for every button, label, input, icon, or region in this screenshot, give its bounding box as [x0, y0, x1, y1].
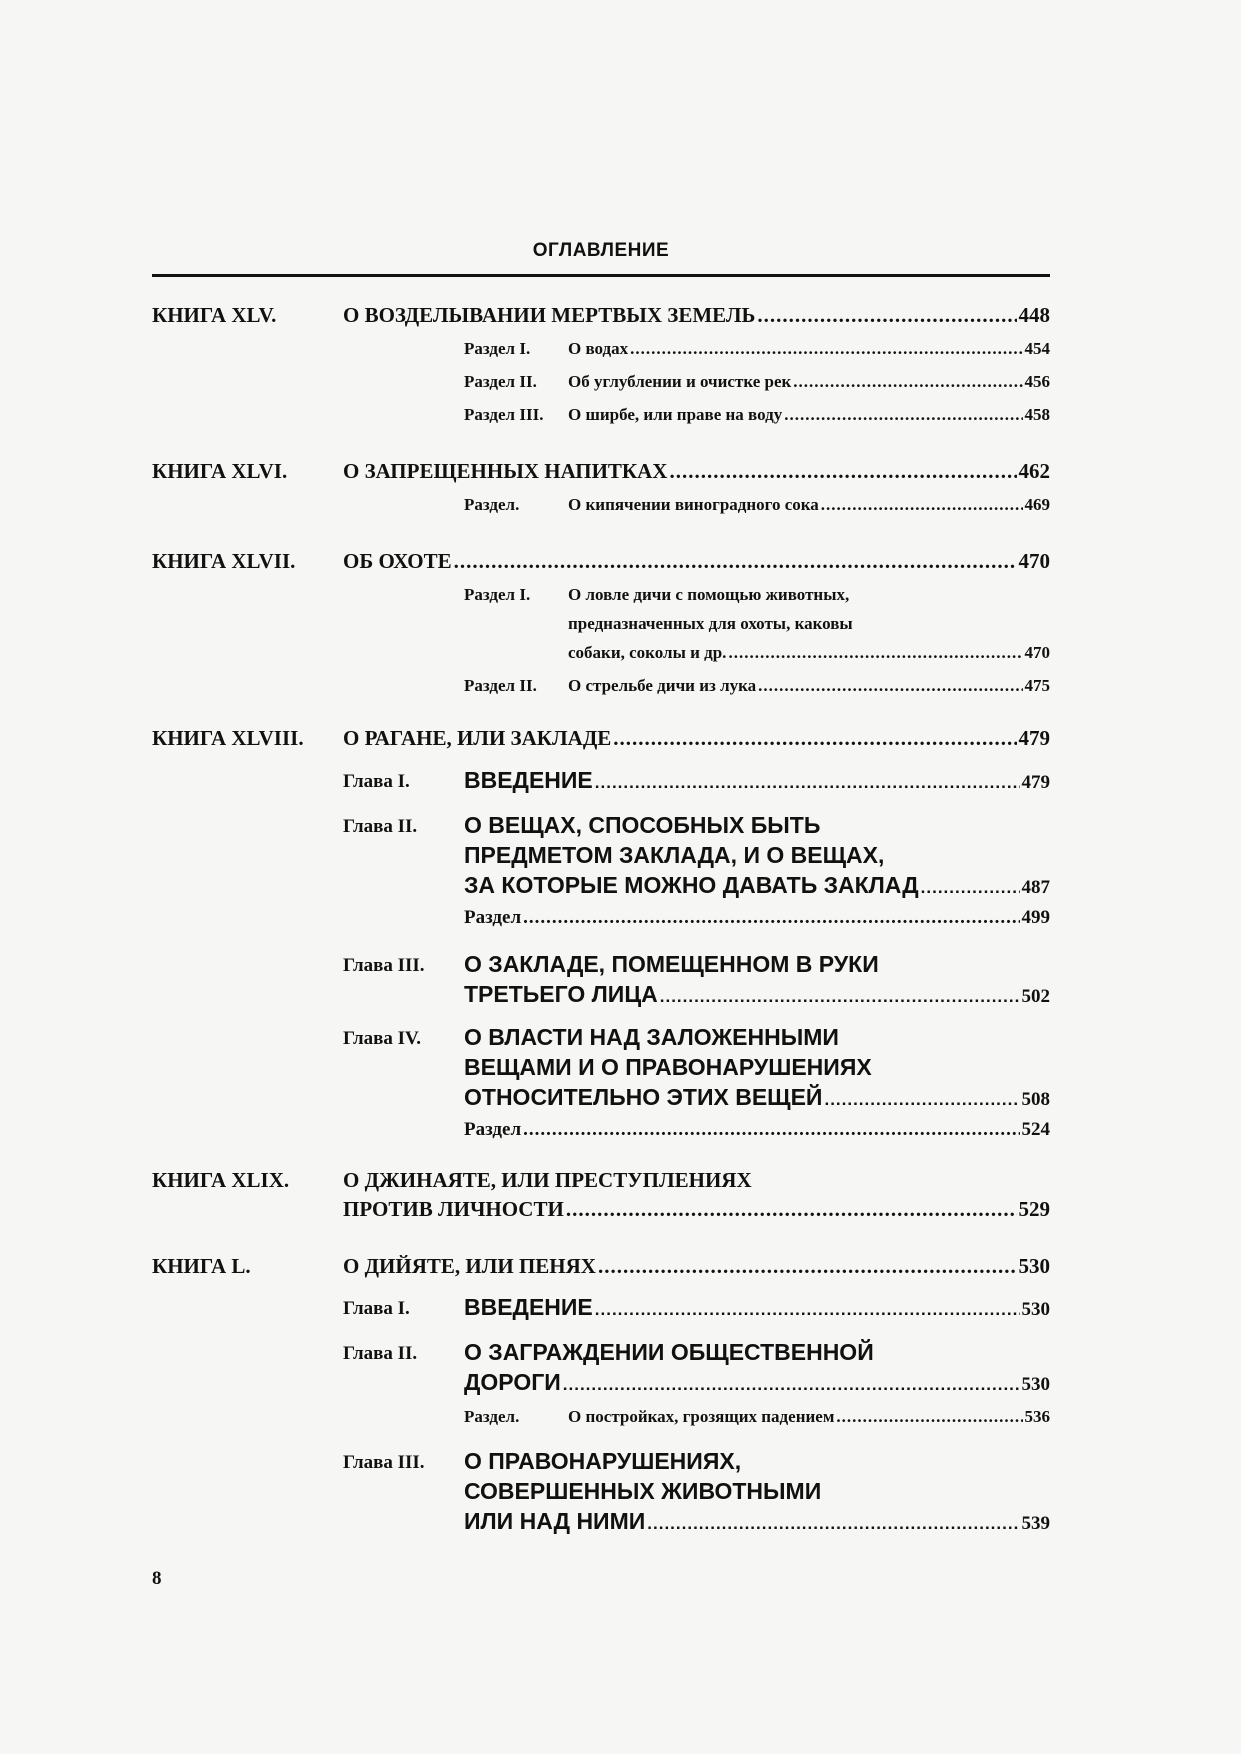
chapter-title-line: О ВЕЩАХ, СПОСОБНЫХ БЫТЬ [464, 812, 821, 838]
book-title: О ВОЗДЕЛЫВАНИИ МЕРТВЫХ ЗЕМЕЛЬ [343, 303, 756, 327]
chapter-title-line: О ПРАВОНАРУШЕНИЯХ, [464, 1448, 742, 1474]
page-ref: 470 [1024, 643, 1050, 662]
section-label: Раздел [464, 1119, 522, 1140]
section-entry[interactable] [568, 676, 1050, 696]
chapter-entry[interactable] [464, 1369, 1050, 1396]
section-entry[interactable] [464, 1119, 1050, 1141]
chapter-label: Глава II. [343, 1343, 418, 1364]
page-ref: 479 [1018, 726, 1050, 750]
page-ref: 448 [1018, 303, 1050, 327]
book-entry[interactable] [343, 1254, 1050, 1279]
section-entry[interactable] [568, 339, 1050, 359]
section-title: О стрельбе дичи из лука [568, 676, 757, 695]
page-ref: 470 [1018, 549, 1050, 573]
chapter-label: Глава I. [343, 771, 410, 792]
page-ref: 539 [1021, 1513, 1050, 1534]
page-ref: 502 [1021, 986, 1050, 1007]
page-ref: 454 [1024, 339, 1050, 358]
page-ref: 536 [1024, 1407, 1050, 1426]
section-entry[interactable] [568, 372, 1050, 392]
book-label: КНИГА XLVI. [152, 459, 288, 483]
book-label: КНИГА XLV. [152, 303, 277, 327]
section-label: Раздел II. [464, 676, 537, 695]
chapter-title: ЗА КОТОРЫЕ МОЖНО ДАВАТЬ ЗАКЛАД [464, 872, 919, 898]
chapter-title: ТРЕТЬЕГО ЛИЦА [464, 981, 658, 1007]
book-label: КНИГА XLVII. [152, 549, 296, 573]
section-title-line: предназначенных для охоты, каковы [568, 614, 853, 633]
page-ref: 479 [1021, 772, 1050, 793]
section-label: Раздел. [464, 495, 520, 514]
section-entry[interactable] [568, 643, 1050, 663]
section-title: О водах [568, 339, 629, 358]
book-entry[interactable] [343, 303, 1050, 328]
chapter-entry[interactable] [464, 981, 1050, 1008]
section-title: О ширбе, или праве на воду [568, 405, 783, 424]
chapter-entry[interactable] [464, 872, 1050, 899]
book-entry[interactable] [343, 726, 1050, 751]
chapter-title: ВВЕДЕНИЕ [464, 1294, 593, 1320]
section-entry[interactable] [464, 907, 1050, 929]
book-title: О РАГАНЕ, ИЛИ ЗАКЛАДЕ [343, 726, 612, 750]
page-ref: 530 [1021, 1374, 1050, 1395]
chapter-title: ДОРОГИ [464, 1369, 561, 1395]
chapter-label: Глава II. [343, 816, 418, 837]
section-label: Раздел II. [464, 372, 537, 391]
book-entry[interactable] [343, 1197, 1050, 1222]
book-label: КНИГА L. [152, 1254, 251, 1278]
chapter-label: Глава IV. [343, 1028, 422, 1049]
section-title: О постройках, грозящих падением [568, 1407, 835, 1426]
page-ref: 529 [1018, 1197, 1050, 1221]
section-label: Раздел [464, 907, 522, 928]
chapter-title: ВВЕДЕНИЕ [464, 767, 593, 793]
page-ref: 524 [1021, 1119, 1050, 1140]
chapter-title-line: ВЕЩАМИ И О ПРАВОНАРУШЕНИЯХ [464, 1054, 872, 1080]
chapter-title-line: О ВЛАСТИ НАД ЗАЛОЖЕННЫМИ [464, 1024, 839, 1050]
book-label: КНИГА XLIX. [152, 1168, 290, 1192]
section-entry[interactable] [568, 405, 1050, 425]
book-title: О ЗАПРЕЩЕННЫХ НАПИТКАХ [343, 459, 668, 483]
section-title-line: О ловле дичи с помощью животных, [568, 585, 850, 604]
page-ref: 530 [1021, 1299, 1050, 1320]
page-number: 8 [152, 1568, 162, 1589]
page-ref: 508 [1021, 1089, 1050, 1110]
section-label: Раздел I. [464, 339, 531, 358]
chapter-entry[interactable] [464, 1508, 1050, 1535]
book-title: О ДИЙЯТЕ, ИЛИ ПЕНЯХ [343, 1254, 596, 1278]
section-title: Об углублении и очистке рек [568, 372, 792, 391]
page-ref: 499 [1021, 907, 1050, 928]
section-label: Раздел I. [464, 585, 531, 604]
section-title: собаки, соколы и др. [568, 643, 727, 662]
book-title-line: О ДЖИНАЯТЕ, ИЛИ ПРЕСТУПЛЕНИЯХ [343, 1168, 752, 1192]
book-entry[interactable] [343, 459, 1050, 484]
page-ref: 462 [1018, 459, 1050, 483]
book-title: ОБ ОХОТЕ [343, 549, 452, 573]
page-ref: 487 [1021, 877, 1050, 898]
chapter-label: Глава III. [343, 955, 425, 976]
chapter-label: Глава III. [343, 1452, 425, 1473]
chapter-title: ОТНОСИТЕЛЬНО ЭТИХ ВЕЩЕЙ [464, 1084, 823, 1110]
page-header: ОГЛАВЛЕНИЕ [532, 240, 670, 261]
section-label: Раздел III. [464, 405, 544, 424]
section-label: Раздел. [464, 1407, 520, 1426]
section-entry[interactable] [568, 495, 1050, 515]
header-rule [152, 274, 1050, 277]
chapter-label: Глава I. [343, 1298, 410, 1319]
chapter-title-line: О ЗАГРАЖДЕНИИ ОБЩЕСТВЕННОЙ [464, 1339, 874, 1365]
book-title: ПРОТИВ ЛИЧНОСТИ [343, 1197, 564, 1221]
chapter-title: ИЛИ НАД НИМИ [464, 1508, 646, 1534]
book-entry[interactable] [343, 549, 1050, 574]
chapter-entry[interactable] [464, 1294, 1050, 1321]
section-entry[interactable] [568, 1407, 1050, 1427]
book-label: КНИГА XLVIII. [152, 726, 304, 750]
page-ref: 458 [1024, 405, 1050, 424]
chapter-entry[interactable] [464, 1084, 1050, 1111]
chapter-title-line: ПРЕДМЕТОМ ЗАКЛАДА, И О ВЕЩАХ, [464, 842, 885, 868]
page-ref: 456 [1024, 372, 1050, 391]
page-ref: 475 [1024, 676, 1050, 695]
section-title: О кипячении виноградного сока [568, 495, 819, 514]
chapter-title-line: О ЗАКЛАДЕ, ПОМЕЩЕННОМ В РУКИ [464, 951, 879, 977]
page-ref: 530 [1018, 1254, 1050, 1278]
page-ref: 469 [1024, 495, 1050, 514]
chapter-title-line: СОВЕРШЕННЫХ ЖИВОТНЫМИ [464, 1478, 822, 1504]
chapter-entry[interactable] [464, 767, 1050, 794]
